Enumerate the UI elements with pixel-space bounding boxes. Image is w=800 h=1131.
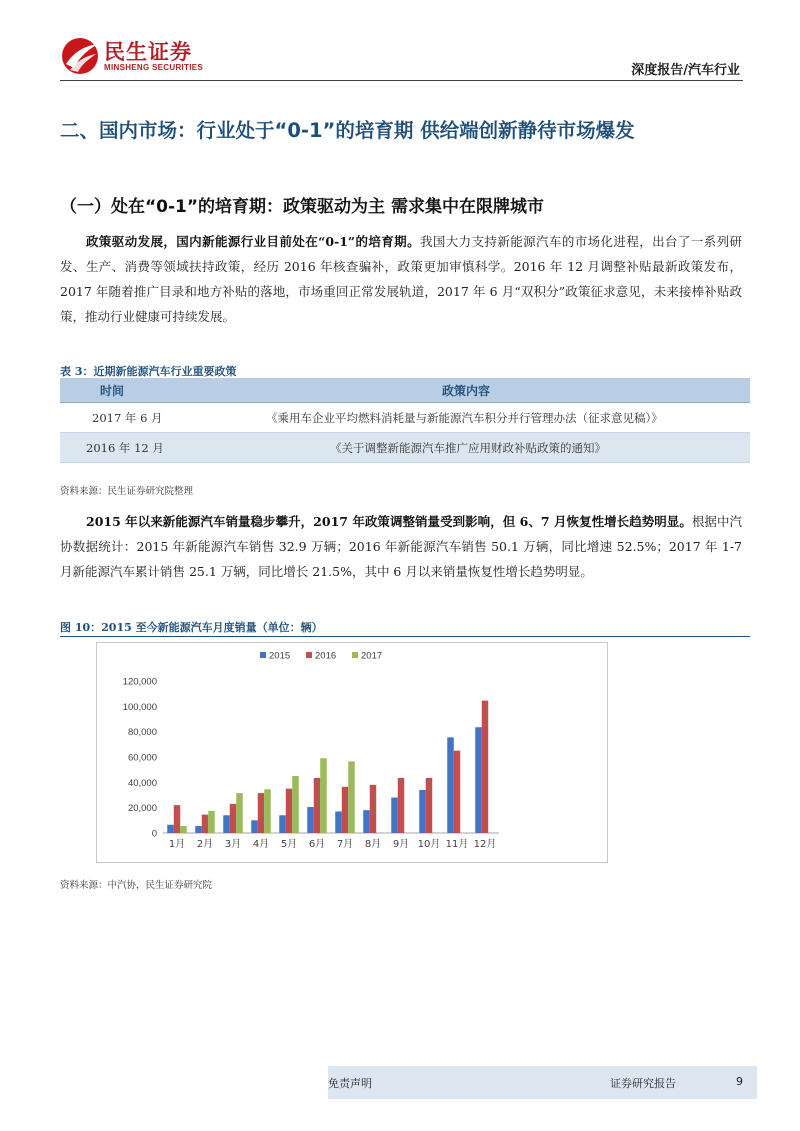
paragraph-sales bbox=[60, 509, 742, 584]
y-tick-label: 20,000 bbox=[127, 803, 157, 815]
footer-disclaimer[interactable]: 免责声明 bbox=[328, 1077, 372, 1090]
legend-swatch-2016 bbox=[306, 652, 312, 658]
bar-2015-5 bbox=[279, 815, 286, 833]
bar-2015-7 bbox=[335, 811, 342, 833]
logo-name-en: MINSHENG SECURITIES bbox=[104, 63, 204, 72]
bar-2017-7 bbox=[348, 761, 355, 833]
bar-2015-12 bbox=[475, 727, 482, 833]
x-tick-label: 4月 bbox=[252, 839, 270, 850]
table-row bbox=[60, 403, 750, 433]
bar-2016-9 bbox=[398, 778, 405, 833]
bar-2016-3 bbox=[230, 804, 237, 833]
page-number: 9 bbox=[736, 1075, 743, 1088]
header-divider bbox=[60, 80, 743, 81]
section-subtitle: （一）处在“0-1”的培育期：政策驱动为主 需求集中在限牌城市 bbox=[60, 197, 544, 217]
x-tick-label: 6月 bbox=[308, 839, 326, 850]
bar-2016-7 bbox=[342, 787, 349, 833]
report-type: 深度报告/汽车行业 bbox=[631, 63, 740, 78]
section-title: 二、国内市场：行业处于“0-1”的培育期 供给端创新静待市场爆发 bbox=[60, 119, 635, 142]
paragraph-policy-lead: 政策驱动发展，国内新能源行业目前处在“0-1”的培育期。 bbox=[86, 234, 420, 249]
x-tick-label: 11月 bbox=[445, 839, 469, 850]
legend-swatch-2015 bbox=[260, 652, 266, 658]
bar-2016-4 bbox=[258, 793, 265, 833]
table-cell-content: 《关于调整新能源汽车推广应用财政补贴政策的通知》 bbox=[330, 441, 606, 455]
legend-label: 2017 bbox=[361, 650, 383, 662]
policy-table bbox=[60, 378, 750, 463]
page-header bbox=[0, 0, 800, 88]
table-cell-time: 2016 年 12 月 bbox=[86, 441, 164, 455]
x-tick-label: 2月 bbox=[196, 839, 214, 850]
bar-2016-12 bbox=[482, 701, 489, 833]
bar-2015-9 bbox=[391, 798, 398, 833]
bar-2015-1 bbox=[167, 825, 174, 833]
bar-2016-11 bbox=[454, 751, 461, 833]
bar-2015-3 bbox=[223, 815, 230, 833]
bar-2016-5 bbox=[286, 789, 293, 833]
bar-2015-6 bbox=[307, 807, 314, 833]
bar-2016-8 bbox=[370, 785, 377, 833]
x-tick-label: 1月 bbox=[168, 839, 186, 850]
bar-2015-10 bbox=[419, 790, 426, 833]
paragraph-policy bbox=[60, 229, 742, 329]
bar-2016-1 bbox=[174, 805, 181, 833]
x-tick-label: 12月 bbox=[473, 839, 497, 850]
y-tick-label: 80,000 bbox=[127, 727, 157, 739]
table-cell-time: 2017 年 6 月 bbox=[92, 411, 163, 425]
table-header-row bbox=[60, 378, 750, 403]
bar-2015-4 bbox=[251, 820, 258, 833]
sales-chart bbox=[96, 642, 608, 863]
x-tick-label: 8月 bbox=[364, 839, 382, 850]
table-header-content: 政策内容 bbox=[442, 384, 491, 398]
bar-2017-1 bbox=[180, 826, 187, 833]
page-footer bbox=[328, 1066, 757, 1099]
x-tick-label: 10月 bbox=[417, 839, 441, 850]
y-tick-label: 100,000 bbox=[122, 701, 157, 713]
figure-caption: 图 10：2015 至今新能源汽车月度销量（单位：辆） bbox=[60, 621, 323, 634]
figure-caption-rule bbox=[60, 636, 750, 637]
y-tick-label: 40,000 bbox=[127, 777, 157, 789]
legend-label: 2016 bbox=[315, 650, 337, 662]
paragraph-sales-lead: 2015 年以来新能源汽车销量稳步攀升，2017 年政策调整销量受到影响，但 6、7 月恢复性增长趋势明显。 bbox=[86, 514, 692, 529]
y-tick-label: 60,000 bbox=[127, 752, 157, 764]
logo-name-cn: 民生证券 bbox=[104, 40, 192, 64]
footer-report-label: 证券研究报告 bbox=[610, 1077, 676, 1090]
table-row bbox=[60, 433, 750, 463]
table-source: 资料来源：民生证券研究院整理 bbox=[60, 486, 194, 497]
paragraph-policy-body: 我国大力支持新能源汽车的市场化进程，出台了一系列研发、生产、消费等领域扶持政策，经历 2016 年核查骗补，政策更加审慎科学。2016 年 12 月调整补贴最新政策发布，2017 年随着推广目录和地方补贴的落地，市场重回正常发展轨道，2017 年 6 月“双积分”政策征求意见，未来接棒补贴政策，推动行业健康可持续发展。 bbox=[60, 234, 742, 324]
bar-2016-2 bbox=[202, 815, 209, 833]
x-tick-label: 5月 bbox=[280, 839, 298, 850]
bar-2017-2 bbox=[208, 811, 215, 833]
legend-swatch-2017 bbox=[352, 652, 358, 658]
bar-2015-11 bbox=[447, 737, 454, 833]
bar-2016-10 bbox=[426, 778, 433, 833]
bar-2017-5 bbox=[292, 776, 299, 833]
table-cell-content: 《乘用车企业平均燃料消耗量与新能源汽车积分并行管理办法（征求意见稿）》 bbox=[266, 411, 663, 425]
bar-2017-6 bbox=[320, 758, 327, 833]
paragraph-sales-body: 根据中汽协数据统计：2015 年新能源汽车销售 32.9 万辆；2016 年新能源汽车销售 50.1 万辆，同比增速 52.5%；2017 年 1-7 月新能源汽车累计销售 25.1 万辆，同比增长 21.5%，其中 6 月以来销量恢复性增长趋势明显。 bbox=[60, 514, 742, 579]
bar-2017-4 bbox=[264, 789, 271, 833]
bar-2015-8 bbox=[363, 810, 370, 833]
x-tick-label: 9月 bbox=[392, 839, 410, 850]
sales-chart-svg bbox=[97, 643, 607, 862]
x-tick-label: 7月 bbox=[336, 839, 354, 850]
y-tick-label: 0 bbox=[151, 828, 157, 840]
figure-source: 资料来源：中汽协，民生证券研究院 bbox=[60, 880, 213, 891]
bar-2017-3 bbox=[236, 793, 243, 833]
bar-2016-6 bbox=[314, 778, 321, 833]
table-header-time: 时间 bbox=[100, 384, 125, 398]
x-tick-label: 3月 bbox=[224, 839, 242, 850]
y-tick-label: 120,000 bbox=[122, 676, 157, 688]
table-caption: 表 3：近期新能源汽车行业重要政策 bbox=[60, 365, 237, 378]
legend-label: 2015 bbox=[269, 650, 291, 662]
bar-2015-2 bbox=[195, 826, 202, 833]
